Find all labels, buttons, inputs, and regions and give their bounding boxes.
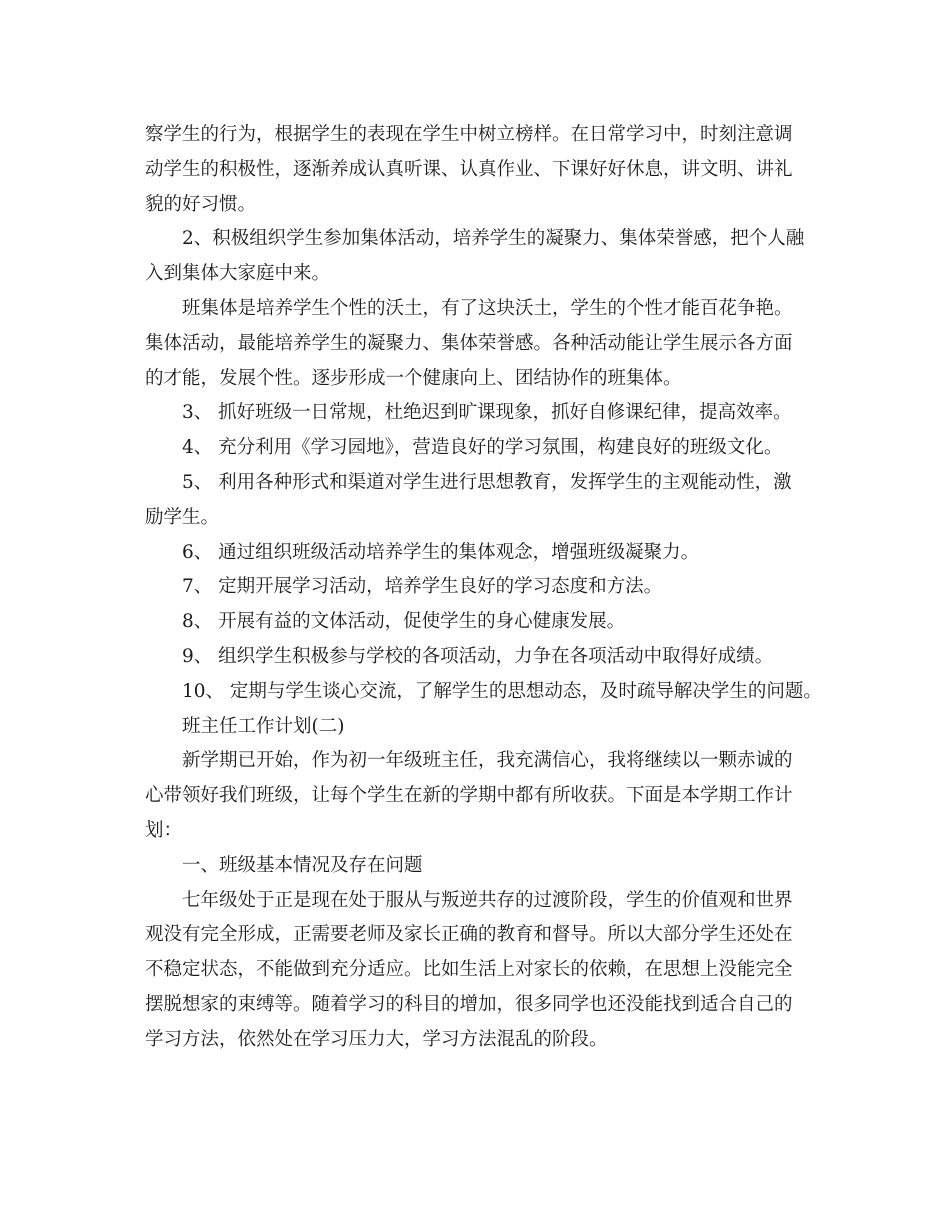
text-line: 貌的好习惯。 bbox=[145, 193, 257, 215]
text-line: 励学生。 bbox=[145, 506, 220, 528]
text-line: 8、 开展有益的文体活动，促使学生的身心健康发展。 bbox=[182, 611, 626, 633]
text-line: 集体活动，最能培养学生的凝聚力、集体荣誉感。各种活动能让学生展示各方面 bbox=[145, 332, 793, 354]
text-line: 的才能，发展个性。逐步形成一个健康向上、团结协作的班集体。 bbox=[145, 367, 682, 389]
text-line: 一、班级基本情况及存在问题 bbox=[182, 854, 423, 876]
text-line: 心带领好我们班级，让每个学生在新的学期中都有所收获。下面是本学期工作计 bbox=[145, 785, 793, 807]
document-body bbox=[145, 118, 825, 1058]
text-line: 6、 通过组织班级活动培养学生的集体观念，增强班级凝聚力。 bbox=[182, 541, 700, 563]
text-line: 划： bbox=[145, 819, 183, 841]
text-line: 9、 组织学生积极参与学校的各项活动，力争在各项活动中取得好成绩。 bbox=[182, 645, 774, 667]
text-line: 7、 定期开展学习活动，培养学生良好的学习态度和方法。 bbox=[182, 576, 663, 598]
text-line: 摆脱想家的束缚等。随着学习的科目的增加，很多同学也还没能找到适合自己的 bbox=[145, 993, 793, 1015]
text-line: 新学期已开始，作为初一年级班主任，我充满信心，我将继续以一颗赤诚的 bbox=[182, 750, 793, 772]
text-line: 不稳定状态，不能做到充分适应。比如生活上对家长的依赖，在思想上没能完全 bbox=[145, 959, 793, 981]
text-line: 学习方法，依然处在学习压力大，学习方法混乱的阶段。 bbox=[145, 1028, 608, 1050]
text-line: 察学生的行为，根据学生的表现在学生中树立榜样。在日常学习中，时刻注意调 bbox=[145, 124, 793, 145]
text-line: 观没有完全形成，正需要老师及家长正确的教育和督导。所以大部分学生还处在 bbox=[145, 924, 793, 946]
text-line: 班集体是培养学生个性的沃土，有了这块沃土，学生的个性才能百花争艳。 bbox=[182, 297, 793, 319]
text-line: 3、 抓好班级一日常规，杜绝迟到旷课现象，抓好自修课纪律，提高效率。 bbox=[182, 402, 792, 424]
text-line: 4、 充分利用《学习园地》，营造良好的学习氛围，构建良好的班级文化。 bbox=[182, 437, 783, 459]
text-line: 5、 利用各种形式和渠道对学生进行思想教育，发挥学生的主观能动性，激 bbox=[182, 471, 792, 493]
text-line: 10、 定期与学生谈心交流，了解学生的思想动态，及时疏导解决学生的问题。 bbox=[182, 680, 822, 702]
text-line: 动学生的积极性，逐渐养成认真听课、认真作业、下课好好休息，讲文明、讲礼 bbox=[145, 158, 793, 180]
text-line: 入到集体大家庭中来。 bbox=[145, 263, 331, 285]
text-line: 班主任工作计划(二) bbox=[182, 715, 345, 737]
text-line: 2、积极组织学生参加集体活动，培养学生的凝聚力、集体荣誉感，把个人融 bbox=[182, 228, 805, 250]
text-line: 七年级处于正是现在处于服从与叛逆共存的过渡阶段，学生的价值观和世界 bbox=[182, 889, 793, 911]
